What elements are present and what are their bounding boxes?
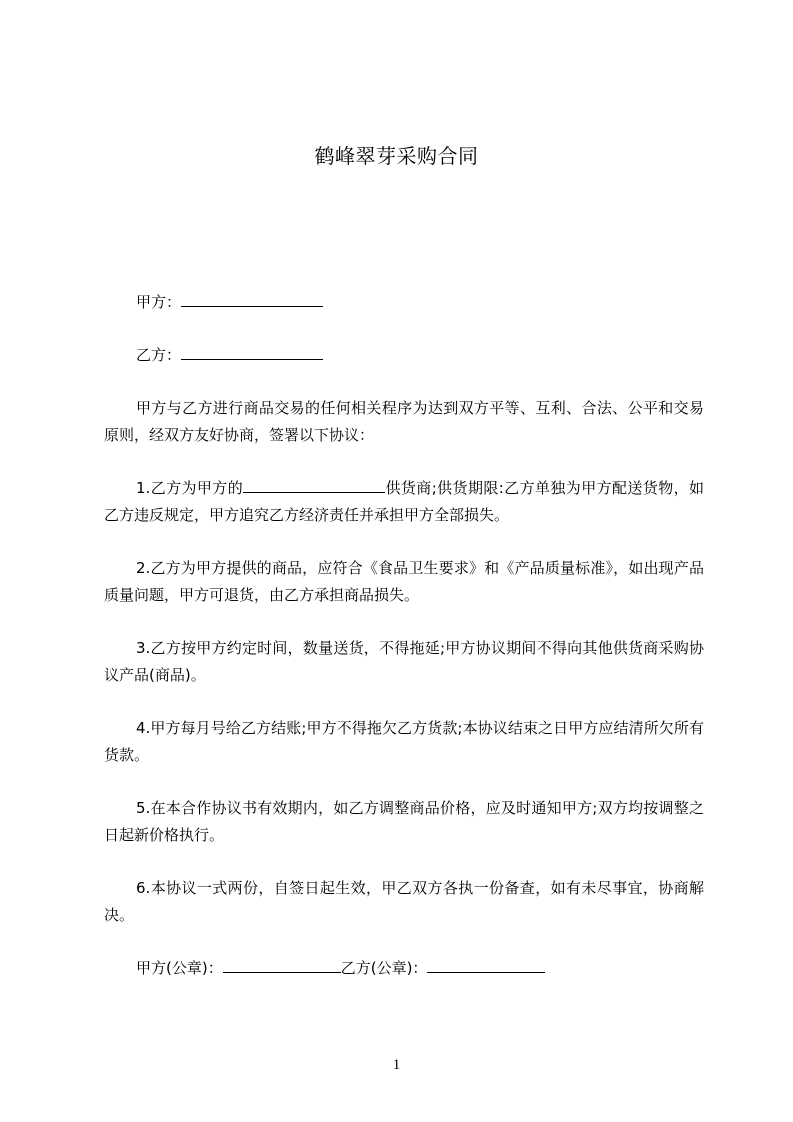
clause-1 [104, 475, 704, 529]
clause-5: 5.在本合作协议书有效期内，如乙方调整商品价格，应及时通知甲方;双方均按调整之日起新价格执行。 [104, 799, 704, 844]
page-number: 1 [392, 1057, 401, 1073]
signature-a-label: 甲方(公章)： [136, 959, 223, 977]
clause-1-blank [243, 478, 385, 493]
document-title: 鹤峰翠芽采购合同 [314, 144, 479, 168]
signature-a-blank [223, 958, 341, 973]
party-b-line [136, 345, 323, 365]
party-b-label: 乙方： [136, 346, 182, 364]
clause-4: 4.甲方每月号给乙方结账;甲方不得拖欠乙方货款;本协议结束之日甲方应结清所欠所有货款。 [104, 719, 704, 764]
signature-b-blank [427, 958, 545, 973]
signature-b-label: 乙方(公章)： [340, 959, 428, 977]
signature-line [136, 958, 545, 978]
clause-1-prefix: 1.乙方为甲方的 [136, 479, 244, 497]
clause-1-suffix: 供货商;供货期限:乙方单独为甲方配送货物，如乙方违反规定，甲方追究乙方经济责任并承担甲方全部损失。 [104, 479, 704, 524]
party-a-blank [181, 292, 323, 307]
clause-3: 3.乙方按甲方约定时间，数量送货，不得拖延;甲方协议期间不得向其他供货商采购协议产品(商品)。 [104, 639, 704, 684]
clause-2: 2.乙方为甲方提供的商品，应符合《食品卫生要求》和《产品质量标准》，如出现产品质量问题，甲方可退货，由乙方承担商品损失。 [104, 559, 704, 604]
intro-paragraph: 甲方与乙方进行商品交易的任何相关程序为达到双方平等、互利、合法、公平和交易原则，经双方友好协商，签署以下协议： [104, 399, 704, 444]
clause-6: 6.本协议一式两份，自签日起生效，甲乙双方各执一份备查，如有未尽事宜，协商解决。 [104, 879, 704, 924]
party-a-line [136, 292, 323, 312]
party-b-blank [181, 345, 323, 360]
party-a-label: 甲方： [136, 293, 182, 311]
